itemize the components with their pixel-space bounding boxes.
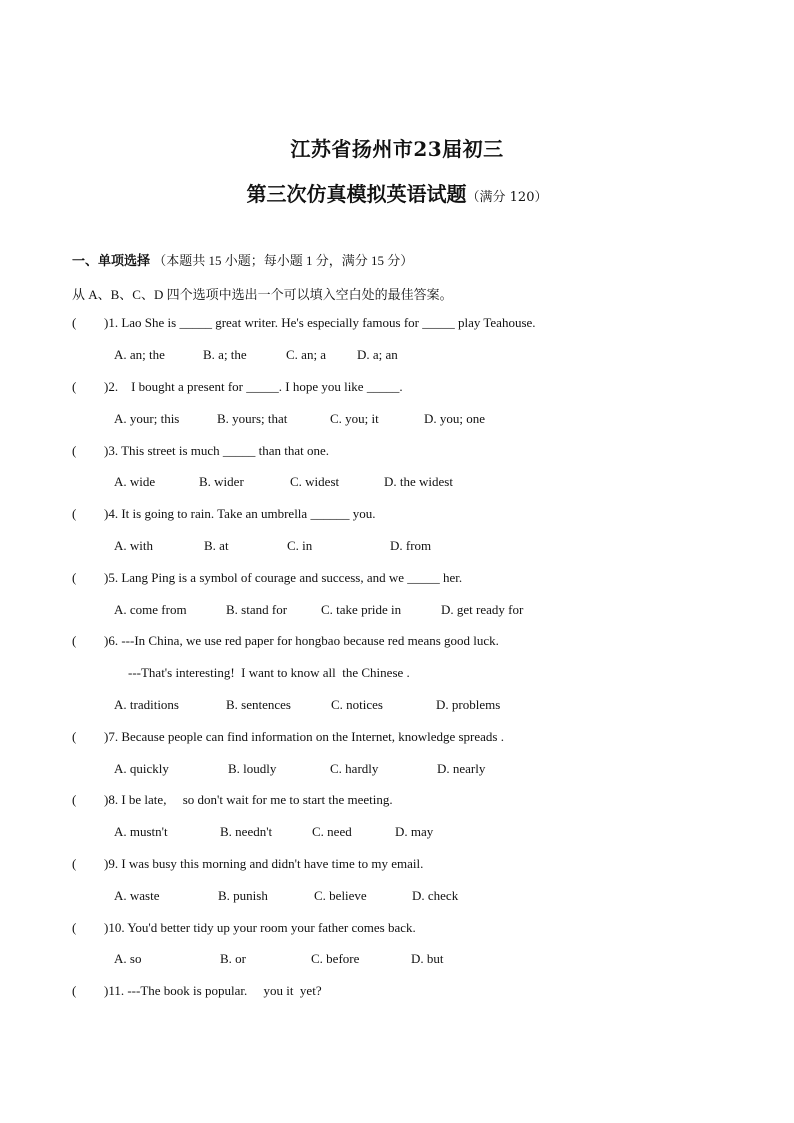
section-note: （本题共 15 小题；每小题 1 分，满分 15 分） bbox=[153, 253, 414, 268]
option-a: A. wide bbox=[114, 474, 156, 489]
option-d: D. you; one bbox=[424, 411, 486, 426]
question-2 bbox=[72, 379, 403, 395]
option-d: D. from bbox=[390, 538, 432, 553]
answer-paren: ( bbox=[72, 792, 77, 807]
option-a: A. your; this bbox=[114, 411, 180, 426]
option-c: C. need bbox=[312, 824, 352, 839]
option-d: D. may bbox=[395, 824, 434, 839]
option-c: C. you; it bbox=[330, 411, 379, 426]
option-c: C. an; a bbox=[286, 347, 327, 362]
option-c: C. widest bbox=[290, 474, 340, 489]
answer-paren: ( bbox=[72, 983, 77, 998]
question-6-continuation: ---That's interesting! I want to know all the Chinese . bbox=[128, 665, 410, 680]
option-c: C. take pride in bbox=[321, 602, 402, 617]
question-11 bbox=[72, 983, 322, 999]
question-1 bbox=[72, 315, 536, 331]
option-b: B. wider bbox=[199, 474, 244, 489]
option-b: B. punish bbox=[218, 888, 268, 903]
option-d: D. a; an bbox=[357, 347, 398, 362]
option-c: C. before bbox=[311, 951, 360, 966]
option-b: B. needn't bbox=[220, 824, 273, 839]
exam-title-line1: 江苏省扬州市23届初三 bbox=[290, 137, 504, 161]
answer-paren: ( bbox=[72, 379, 77, 394]
question-8 bbox=[72, 792, 393, 808]
exam-title-line2 bbox=[0, 178, 794, 207]
option-a: A. with bbox=[114, 538, 153, 553]
option-b: B. loudly bbox=[228, 761, 277, 776]
option-d: D. the widest bbox=[384, 474, 453, 489]
question-text: )9. I was busy this morning and didn't have time to my email. bbox=[104, 856, 424, 871]
option-a: A. mustn't bbox=[114, 824, 168, 839]
option-b: B. sentences bbox=[226, 697, 291, 712]
option-c: C. notices bbox=[331, 697, 383, 712]
question-text: )7. Because people can find information on the Internet, knowledge spreads . bbox=[104, 729, 504, 744]
question-6 bbox=[72, 633, 499, 649]
section-heading bbox=[72, 250, 413, 269]
question-text: )2. I bought a present for _____. I hope you like _____. bbox=[104, 379, 403, 394]
question-10 bbox=[72, 920, 416, 936]
question-text: )4. It is going to rain. Take an umbrella ______ you. bbox=[104, 506, 376, 521]
answer-paren: ( bbox=[72, 315, 77, 330]
question-text: )3. This street is much _____ than that one. bbox=[104, 443, 330, 458]
question-text: )11. ---The book is popular. you it yet? bbox=[104, 983, 322, 998]
question-text: )10. You'd better tidy up your room your father comes back. bbox=[104, 920, 416, 935]
option-d: D. but bbox=[411, 951, 444, 966]
answer-paren: ( bbox=[72, 633, 77, 648]
question-5 bbox=[72, 570, 462, 586]
answer-paren: ( bbox=[72, 443, 77, 458]
section-instruction: 从 A、B、C、D 四个选项中选出一个可以填入空白处的最佳答案。 bbox=[72, 287, 453, 302]
answer-paren: ( bbox=[72, 506, 77, 521]
option-b: B. or bbox=[220, 951, 246, 966]
option-c: C. hardly bbox=[330, 761, 379, 776]
option-d: D. get ready for bbox=[441, 602, 524, 617]
option-a: A. traditions bbox=[114, 697, 179, 712]
score-note: （满分 120） bbox=[466, 190, 548, 205]
option-d: D. problems bbox=[436, 697, 501, 712]
answer-paren: ( bbox=[72, 856, 77, 871]
question-4 bbox=[72, 506, 375, 522]
question-text: )6. ---In China, we use red paper for hongbao because red means good luck. bbox=[104, 633, 499, 648]
question-text: )1. Lao She is _____ great writer. He's especially famous for _____ play Teahouse. bbox=[104, 315, 536, 330]
answer-paren: ( bbox=[72, 920, 77, 935]
option-b: B. at bbox=[204, 538, 229, 553]
option-d: D. nearly bbox=[437, 761, 486, 776]
option-b: B. a; the bbox=[203, 347, 247, 362]
option-b: B. stand for bbox=[226, 602, 288, 617]
answer-paren: ( bbox=[72, 570, 77, 585]
option-d: D. check bbox=[412, 888, 459, 903]
exam-title: 第三次仿真模拟英语试题 bbox=[246, 182, 467, 206]
option-a: A. quickly bbox=[114, 761, 169, 776]
question-7 bbox=[72, 729, 504, 745]
question-9 bbox=[72, 856, 423, 872]
option-c: C. in bbox=[287, 538, 313, 553]
answer-paren: ( bbox=[72, 729, 77, 744]
question-text: )8. I be late, so don't wait for me to start the meeting. bbox=[104, 792, 393, 807]
option-a: A. so bbox=[114, 951, 142, 966]
question-3 bbox=[72, 443, 329, 459]
option-a: A. waste bbox=[114, 888, 160, 903]
section-label: 一、单项选择 bbox=[72, 254, 151, 269]
option-a: A. an; the bbox=[114, 347, 165, 362]
option-c: C. believe bbox=[314, 888, 367, 903]
option-b: B. yours; that bbox=[217, 411, 288, 426]
question-text: )5. Lang Ping is a symbol of courage and success, and we _____ her. bbox=[104, 570, 463, 585]
option-a: A. come from bbox=[114, 602, 187, 617]
